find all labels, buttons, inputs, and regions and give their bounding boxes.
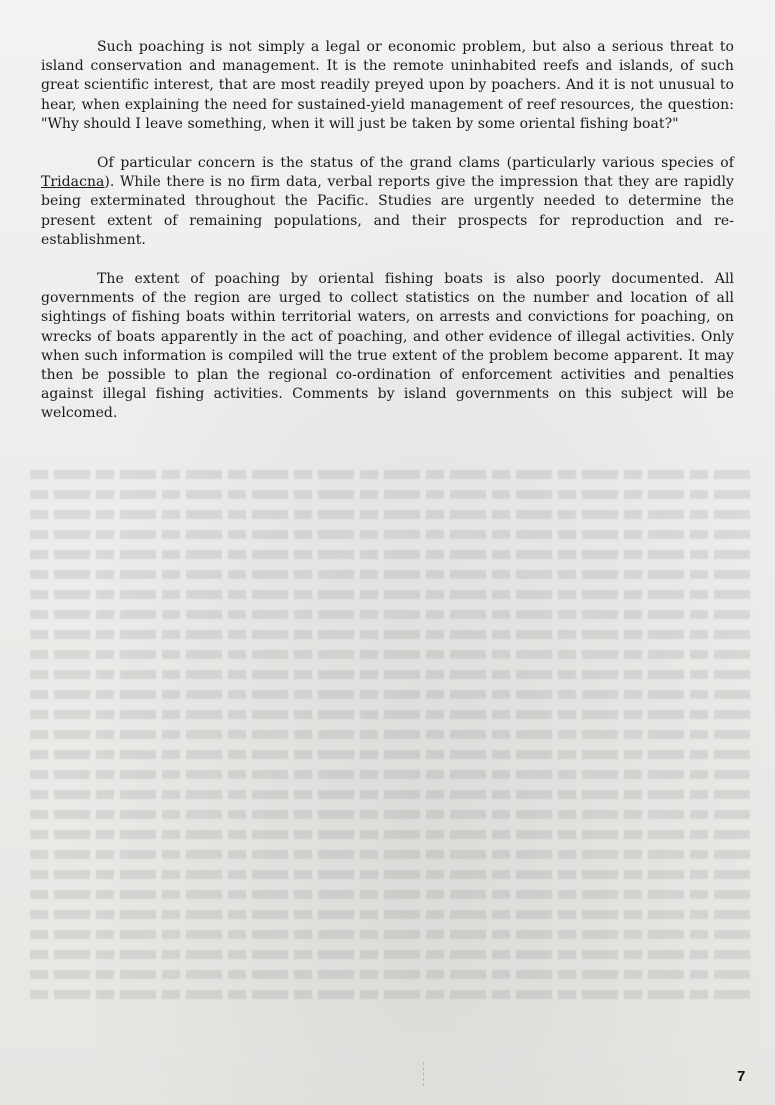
paragraph-poaching-threat (41, 38, 734, 134)
species-name-tridacna: Tridacna (41, 174, 105, 191)
bleed-through-texture (30, 470, 750, 1030)
paragraph-text: Such poaching is not simply a legal or economic problem, but also a serious threat to island conservation and management. It is the remote uninhabited reefs and islands, of such great scientific interest, that are most readily preyed upon by poachers. And it is not unusual to hear, when explaining the need for sustained-yield management of reef resources, the question: "Why should I leave something, when it will just be taken by some oriental fishing boat?" (41, 39, 734, 132)
paragraph-poaching-documentation (41, 270, 734, 424)
page-number: 7 (737, 1068, 746, 1085)
paragraph-text-before: Of particular concern is the status of the grand clams (particularly various species of (97, 155, 734, 172)
binding-mark (423, 1062, 428, 1086)
paragraph-grand-clams (41, 154, 734, 250)
body-text (41, 38, 734, 444)
paragraph-text-after: ). While there is no firm data, verbal reports give the impression that they are rapidly being exterminated throughout the Pacific. Studies are urgently needed to determine the present extent of remaining populations, and their prospects for reproduction and re-establishment. (41, 174, 734, 248)
paragraph-text: The extent of poaching by oriental fishing boats is also poorly documented. All governments of the region are urged to collect statistics on the number and location of all sightings of fishing boats within territorial waters, on arrests and convictions for poaching, on wrecks of boats apparently in the act of poaching, and other evidence of illegal activities. Only when such information is compiled will the true extent of the problem become apparent. It may then be possible to plan the regional co-ordination of enforcement activities and penalties against illegal fishing activities. Comments by island governments on this subject will be welcomed. (41, 271, 734, 422)
